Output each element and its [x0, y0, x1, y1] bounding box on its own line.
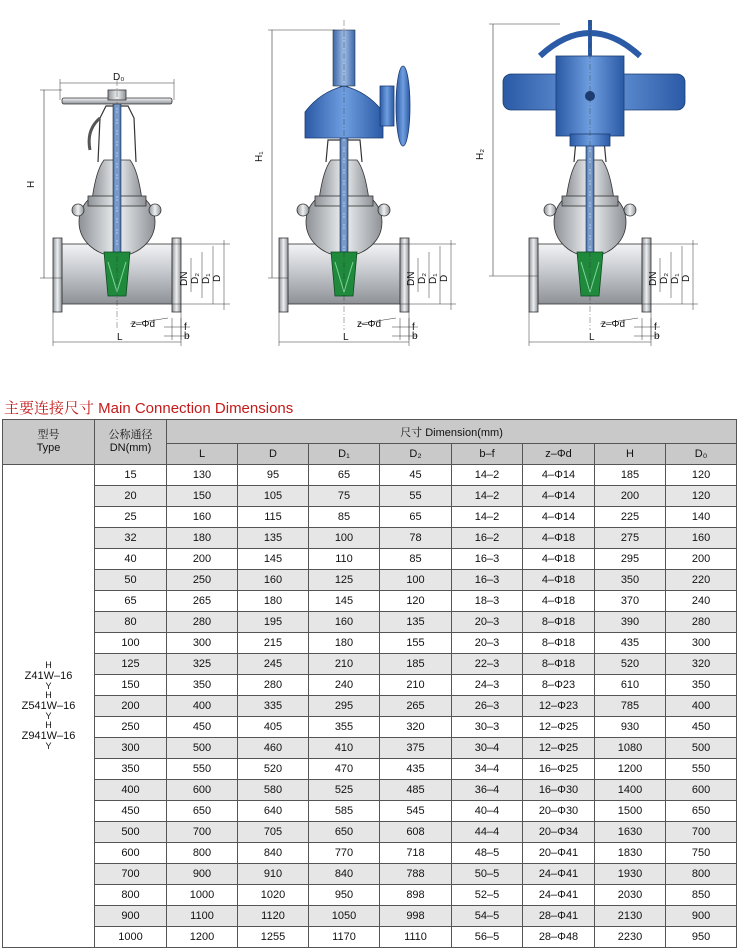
table-row	[3, 591, 737, 612]
table-cell: 100	[380, 570, 452, 591]
table-cell: 20–Φ30	[523, 801, 595, 822]
table-cell: 650	[666, 801, 737, 822]
table-cell: 120	[666, 486, 737, 507]
table-cell: 550	[666, 759, 737, 780]
table-cell: 1500	[595, 801, 666, 822]
table-row	[3, 654, 737, 675]
table-row	[3, 738, 737, 759]
table-cell: 20–3	[452, 633, 523, 654]
table-cell: 220	[666, 570, 737, 591]
table-cell: 898	[380, 885, 452, 906]
table-cell: 8–Φ18	[523, 612, 595, 633]
table-cell: 12–Φ25	[523, 738, 595, 759]
valve-electric-drawing	[475, 20, 698, 346]
table-cell: 44–4	[452, 822, 523, 843]
table-cell: 145	[238, 549, 309, 570]
label-f-1: f	[184, 322, 187, 333]
table-row	[3, 507, 737, 528]
label-dn-1: DN	[179, 271, 190, 286]
table-cell: 700	[666, 822, 737, 843]
dn-cell: 600	[95, 843, 167, 864]
table-row	[3, 759, 737, 780]
dn-cell: 25	[95, 507, 167, 528]
table-cell: 900	[666, 906, 737, 927]
table-cell: 405	[238, 717, 309, 738]
valve-handwheel-drawing	[26, 72, 230, 346]
label-d-2: D	[439, 274, 450, 282]
dn-cell: 80	[95, 612, 167, 633]
table-cell: 325	[167, 654, 238, 675]
table-cell: 1080	[595, 738, 666, 759]
table-cell: 14–2	[452, 486, 523, 507]
column-header: z–Φd	[523, 444, 595, 465]
table-cell: 110	[309, 549, 380, 570]
table-cell: 400	[167, 696, 238, 717]
dn-cell: 40	[95, 549, 167, 570]
table-cell: 100	[309, 528, 380, 549]
table-cell: 2230	[595, 927, 666, 948]
column-header: D	[238, 444, 309, 465]
table-row	[3, 717, 737, 738]
table-cell: 4–Φ18	[523, 570, 595, 591]
table-cell: 600	[666, 780, 737, 801]
table-row	[3, 633, 737, 654]
table-row	[3, 885, 737, 906]
table-cell: 18–3	[452, 591, 523, 612]
table-row	[3, 696, 737, 717]
header-dimension: 尺寸 Dimension(mm)	[167, 420, 737, 444]
table-cell: 20–3	[452, 612, 523, 633]
table-cell: 34–4	[452, 759, 523, 780]
table-cell: 375	[380, 738, 452, 759]
table-cell: 610	[595, 675, 666, 696]
table-cell: 435	[595, 633, 666, 654]
table-cell: 155	[380, 633, 452, 654]
table-cell: 1630	[595, 822, 666, 843]
table-cell: 500	[167, 738, 238, 759]
table-cell: 50–5	[452, 864, 523, 885]
table-cell: 1120	[238, 906, 309, 927]
table-cell: 500	[666, 738, 737, 759]
type-variant: Y	[45, 741, 52, 751]
table-cell: 8–Φ23	[523, 675, 595, 696]
table-body	[3, 465, 737, 948]
table-cell: 28–Φ48	[523, 927, 595, 948]
valve-drawings	[0, 0, 740, 390]
type-variant: Y	[45, 711, 52, 721]
label-d1-3: D₁	[670, 273, 681, 284]
table-cell: 22–3	[452, 654, 523, 675]
table-cell: 1000	[167, 885, 238, 906]
table-cell: 525	[309, 780, 380, 801]
table-cell: 608	[380, 822, 452, 843]
dn-cell: 125	[95, 654, 167, 675]
table-cell: 45	[380, 465, 452, 486]
type-cell	[3, 465, 95, 948]
label-zphid-3: z–Φd	[601, 319, 626, 330]
table-cell: 200	[595, 486, 666, 507]
table-cell: 785	[595, 696, 666, 717]
table-cell: 1050	[309, 906, 380, 927]
label-d2-2: D₂	[417, 272, 428, 284]
table-cell: 650	[167, 801, 238, 822]
table-cell: 275	[595, 528, 666, 549]
dn-cell: 200	[95, 696, 167, 717]
table-cell: 8–Φ18	[523, 654, 595, 675]
table-cell: 65	[380, 507, 452, 528]
table-cell: 998	[380, 906, 452, 927]
table-cell: 160	[238, 570, 309, 591]
table-cell: 800	[666, 864, 737, 885]
section-title: 主要连接尺寸 Main Connection Dimensions	[4, 400, 294, 417]
table-cell: 78	[380, 528, 452, 549]
table-cell: 840	[238, 843, 309, 864]
table-cell: 135	[238, 528, 309, 549]
label-b-2: b	[412, 331, 418, 342]
table-cell: 180	[238, 591, 309, 612]
dn-cell: 900	[95, 906, 167, 927]
table-cell: 36–4	[452, 780, 523, 801]
table-cell: 1400	[595, 780, 666, 801]
table-cell: 4–Φ14	[523, 465, 595, 486]
type-model: Z41W–16	[24, 670, 73, 682]
column-header: b–f	[452, 444, 523, 465]
table-cell: 1930	[595, 864, 666, 885]
table-cell: 410	[309, 738, 380, 759]
label-l-1: L	[117, 332, 123, 343]
dn-cell: 150	[95, 675, 167, 696]
label-d-1: D	[212, 274, 223, 282]
table-cell: 705	[238, 822, 309, 843]
table-cell: 55	[380, 486, 452, 507]
table-row	[3, 801, 737, 822]
type-variant: H	[45, 690, 52, 700]
table-cell: 140	[666, 507, 737, 528]
dn-cell: 800	[95, 885, 167, 906]
table-cell: 350	[595, 570, 666, 591]
table-cell: 185	[595, 465, 666, 486]
table-cell: 335	[238, 696, 309, 717]
table-cell: 400	[666, 696, 737, 717]
table-cell: 160	[309, 612, 380, 633]
table-cell: 280	[238, 675, 309, 696]
table-row	[3, 465, 737, 486]
header-type-cn: 型号	[37, 429, 60, 441]
column-header: H	[595, 444, 666, 465]
label-b-1: b	[184, 331, 190, 342]
table-cell: 20–Φ34	[523, 822, 595, 843]
table-cell: 14–2	[452, 507, 523, 528]
table-cell: 225	[595, 507, 666, 528]
table-cell: 250	[167, 570, 238, 591]
type-variant: H	[45, 720, 52, 730]
table-cell: 545	[380, 801, 452, 822]
table-cell: 56–5	[452, 927, 523, 948]
table-cell: 210	[380, 675, 452, 696]
table-cell: 125	[309, 570, 380, 591]
label-f-2: f	[412, 322, 415, 333]
label-h: H	[26, 180, 37, 188]
table-cell: 320	[666, 654, 737, 675]
table-row	[3, 864, 737, 885]
label-h2: H₂	[475, 148, 486, 160]
label-d1-2: D₁	[428, 273, 439, 284]
table-cell: 950	[309, 885, 380, 906]
table-cell: 16–Φ25	[523, 759, 595, 780]
table-cell: 840	[309, 864, 380, 885]
table-cell: 145	[309, 591, 380, 612]
table-cell: 20–Φ41	[523, 843, 595, 864]
valve-bevel-gear-drawing	[254, 20, 456, 346]
table-cell: 30–4	[452, 738, 523, 759]
table-cell: 718	[380, 843, 452, 864]
table-cell: 1200	[167, 927, 238, 948]
table-cell: 1200	[595, 759, 666, 780]
table-row	[3, 570, 737, 591]
table-cell: 26–3	[452, 696, 523, 717]
table-cell: 350	[167, 675, 238, 696]
table-cell: 200	[167, 549, 238, 570]
table-cell: 900	[167, 864, 238, 885]
table-cell: 1020	[238, 885, 309, 906]
column-header: D₁	[309, 444, 380, 465]
table-cell: 640	[238, 801, 309, 822]
table-row	[3, 675, 737, 696]
table-cell: 180	[309, 633, 380, 654]
table-cell: 485	[380, 780, 452, 801]
table-cell: 48–5	[452, 843, 523, 864]
label-f-3: f	[654, 322, 657, 333]
table-cell: 120	[666, 465, 737, 486]
label-d0: D₀	[113, 72, 125, 83]
type-variant: Y	[45, 681, 52, 691]
header-dn-en: DN(mm)	[109, 442, 152, 454]
table-cell: 12–Φ25	[523, 717, 595, 738]
table-cell: 240	[309, 675, 380, 696]
table-cell: 120	[380, 591, 452, 612]
dimensions-table-wrap	[2, 419, 736, 948]
table-row	[3, 843, 737, 864]
table-cell: 300	[167, 633, 238, 654]
header-type	[3, 420, 95, 465]
table-cell: 265	[380, 696, 452, 717]
table-cell: 85	[380, 549, 452, 570]
table-cell: 1255	[238, 927, 309, 948]
table-cell: 185	[380, 654, 452, 675]
table-cell: 850	[666, 885, 737, 906]
dn-cell: 250	[95, 717, 167, 738]
table-row	[3, 906, 737, 927]
table-cell: 520	[595, 654, 666, 675]
table-cell: 2130	[595, 906, 666, 927]
table-cell: 16–3	[452, 570, 523, 591]
table-cell: 28–Φ41	[523, 906, 595, 927]
table-cell: 75	[309, 486, 380, 507]
dn-cell: 65	[95, 591, 167, 612]
table-cell: 16–Φ30	[523, 780, 595, 801]
table-cell: 470	[309, 759, 380, 780]
dn-cell: 450	[95, 801, 167, 822]
table-cell: 770	[309, 843, 380, 864]
table-cell: 210	[309, 654, 380, 675]
table-cell: 12–Φ23	[523, 696, 595, 717]
table-row	[3, 780, 737, 801]
dimensions-table	[2, 419, 737, 948]
dn-cell: 1000	[95, 927, 167, 948]
table-cell: 52–5	[452, 885, 523, 906]
table-cell: 300	[666, 633, 737, 654]
table-cell: 800	[167, 843, 238, 864]
table-cell: 2030	[595, 885, 666, 906]
dn-cell: 700	[95, 864, 167, 885]
table-cell: 95	[238, 465, 309, 486]
table-cell: 4–Φ14	[523, 507, 595, 528]
table-cell: 240	[666, 591, 737, 612]
table-cell: 105	[238, 486, 309, 507]
dn-cell: 15	[95, 465, 167, 486]
table-cell: 4–Φ18	[523, 528, 595, 549]
table-cell: 24–3	[452, 675, 523, 696]
table-cell: 370	[595, 591, 666, 612]
table-cell: 750	[666, 843, 737, 864]
label-h1: H₁	[254, 151, 265, 162]
table-cell: 130	[167, 465, 238, 486]
table-cell: 195	[238, 612, 309, 633]
label-l-3: L	[589, 332, 595, 343]
label-b-3: b	[654, 331, 660, 342]
type-model: Z541W–16	[21, 700, 76, 712]
table-cell: 8–Φ18	[523, 633, 595, 654]
dn-cell: 100	[95, 633, 167, 654]
table-cell: 65	[309, 465, 380, 486]
table-cell: 355	[309, 717, 380, 738]
table-cell: 320	[380, 717, 452, 738]
table-cell: 295	[595, 549, 666, 570]
table-row	[3, 822, 737, 843]
table-cell: 390	[595, 612, 666, 633]
table-cell: 200	[666, 549, 737, 570]
table-cell: 4–Φ18	[523, 549, 595, 570]
table-cell: 135	[380, 612, 452, 633]
column-header: D₀	[666, 444, 737, 465]
table-cell: 1170	[309, 927, 380, 948]
label-d1-1: D₁	[201, 273, 212, 284]
table-cell: 295	[309, 696, 380, 717]
type-model: Z941W–16	[21, 730, 76, 742]
type-variant: H	[45, 660, 52, 670]
dn-cell: 350	[95, 759, 167, 780]
table-cell: 24–Φ41	[523, 864, 595, 885]
dn-cell: 500	[95, 822, 167, 843]
table-cell: 245	[238, 654, 309, 675]
table-cell: 450	[666, 717, 737, 738]
table-row	[3, 549, 737, 570]
table-cell: 14–2	[452, 465, 523, 486]
table-row	[3, 528, 737, 549]
header-dn	[95, 420, 167, 465]
column-header: D₂	[380, 444, 452, 465]
table-cell: 180	[167, 528, 238, 549]
dn-cell: 32	[95, 528, 167, 549]
dn-cell: 300	[95, 738, 167, 759]
table-cell: 85	[309, 507, 380, 528]
table-cell: 24–Φ41	[523, 885, 595, 906]
table-cell: 585	[309, 801, 380, 822]
table-cell: 350	[666, 675, 737, 696]
table-cell: 160	[666, 528, 737, 549]
table-cell: 40–4	[452, 801, 523, 822]
table-cell: 650	[309, 822, 380, 843]
label-dn-3: DN	[648, 271, 659, 286]
label-d2-3: D₂	[659, 272, 670, 284]
table-cell: 950	[666, 927, 737, 948]
table-cell: 265	[167, 591, 238, 612]
table-cell: 1100	[167, 906, 238, 927]
table-cell: 520	[238, 759, 309, 780]
table-cell: 910	[238, 864, 309, 885]
dn-cell: 400	[95, 780, 167, 801]
label-d2-1: D₂	[190, 272, 201, 284]
label-zphid-2: z–Φd	[357, 319, 382, 330]
table-cell: 115	[238, 507, 309, 528]
table-cell: 16–2	[452, 528, 523, 549]
table-cell: 4–Φ14	[523, 486, 595, 507]
table-row	[3, 486, 737, 507]
table-cell: 600	[167, 780, 238, 801]
table-cell: 700	[167, 822, 238, 843]
table-cell: 280	[666, 612, 737, 633]
dn-cell: 20	[95, 486, 167, 507]
column-header: L	[167, 444, 238, 465]
label-dn-2: DN	[406, 271, 417, 286]
label-l-2: L	[343, 332, 349, 343]
table-cell: 150	[167, 486, 238, 507]
dn-cell: 50	[95, 570, 167, 591]
table-cell: 1110	[380, 927, 452, 948]
table-cell: 30–3	[452, 717, 523, 738]
table-cell: 788	[380, 864, 452, 885]
table-cell: 435	[380, 759, 452, 780]
label-d-3: D	[681, 274, 692, 282]
table-cell: 1830	[595, 843, 666, 864]
table-cell: 450	[167, 717, 238, 738]
table-cell: 930	[595, 717, 666, 738]
table-cell: 550	[167, 759, 238, 780]
table-cell: 460	[238, 738, 309, 759]
table-row	[3, 927, 737, 948]
label-zphid-1: z–Φd	[131, 319, 156, 330]
table-cell: 580	[238, 780, 309, 801]
table-cell: 54–5	[452, 906, 523, 927]
table-cell: 16–3	[452, 549, 523, 570]
table-cell: 4–Φ18	[523, 591, 595, 612]
table-cell: 280	[167, 612, 238, 633]
table-cell: 215	[238, 633, 309, 654]
header-type-en: Type	[36, 442, 61, 454]
table-cell: 160	[167, 507, 238, 528]
header-dn-cn: 公称通径	[108, 429, 153, 441]
table-row	[3, 612, 737, 633]
